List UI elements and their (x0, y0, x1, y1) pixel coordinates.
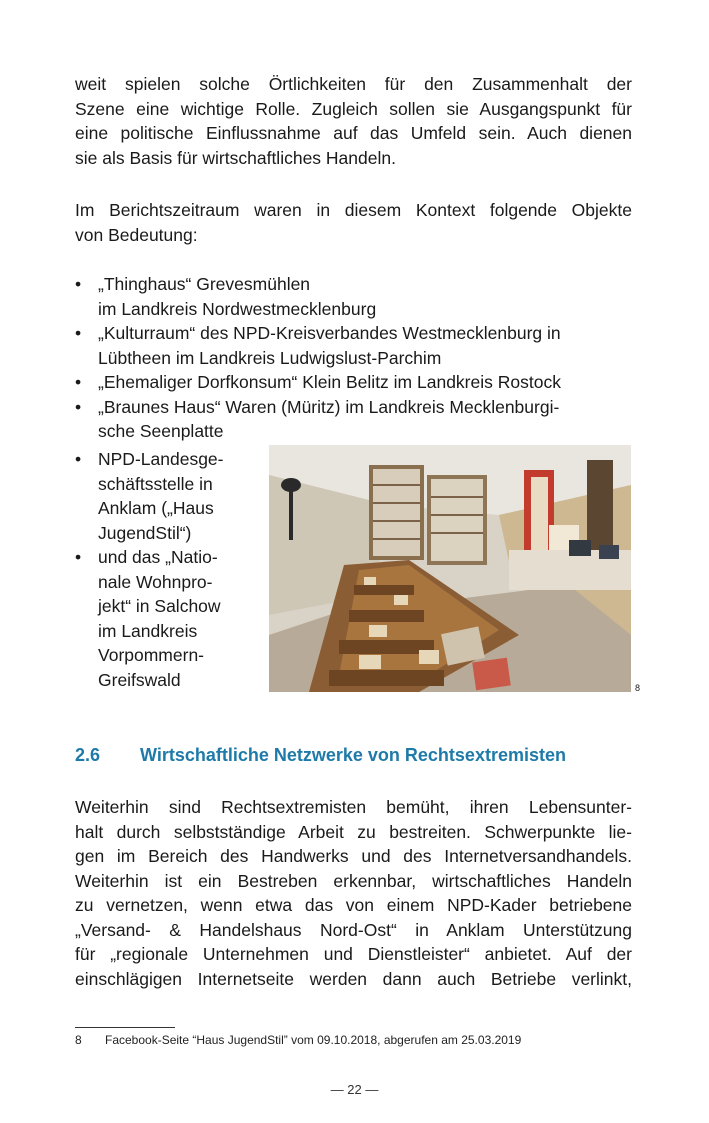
list-item (75, 395, 635, 444)
text-line: für „regionale Unternehmen und Dienstleister“ anbietet. Auf der (75, 944, 632, 964)
page-number: — 22 — (330, 1082, 379, 1097)
text-line: jekt“ in Salchow (98, 596, 221, 616)
text-line: einschlägigen Internetseite werden dann auch Betriebe verlinkt, (75, 968, 632, 989)
footnote (75, 1033, 521, 1047)
text-line: • „Kulturraum“ des NPD-Kreisverbandes Westmecklenburg in (98, 323, 561, 343)
text-line: schäftsstelle in (98, 473, 213, 494)
objects-list (75, 272, 635, 444)
text-line: • und das „Natio- (98, 547, 218, 567)
text-line: Vorpommern- (98, 645, 205, 665)
text-line: sche Seenplatte (98, 421, 224, 441)
book-room-photo (269, 445, 631, 692)
section-heading (75, 745, 566, 766)
text-line: von Bedeutung: (75, 224, 198, 245)
text-line: im Landkreis Nordwestmecklenburg (98, 298, 377, 319)
text-line: • NPD-Landesge- (98, 449, 224, 469)
text-line: Lübtheen im Landkreis Ludwigslust-Parchim (98, 347, 442, 368)
context-paragraph (75, 198, 632, 247)
footnote-text: Facebook-Seite “Haus JugendStil” vom 09.10.2018, abgerufen am 25.03.2019 (105, 1033, 522, 1047)
photo-footnote-mark: 8 (635, 683, 641, 693)
text-line: JugendStil“) (98, 522, 192, 543)
footnote-divider (75, 1027, 175, 1028)
text-line: • „Braunes Haus“ Waren (Müritz) im Landkreis Mecklenburgi- (98, 396, 560, 417)
text-line: im Landkreis (98, 620, 198, 641)
text-line: weit spielen solche Örtlichkeiten für den Zusammenhalt der (75, 74, 632, 94)
text-line: Im Berichtszeitraum waren in diesem Kontext folgende Objekte (75, 200, 632, 220)
text-line: Greifswald (98, 669, 181, 690)
text-line: nale Wohnpro- (98, 571, 213, 592)
text-line: eine politische Einflussnahme auf das Umfeld sein. Auch dienen (75, 123, 632, 143)
section-number: 2.6 (75, 745, 101, 765)
text-line: halt durch selbstständige Arbeit zu bestreiten. Schwerpunkte lie- (75, 821, 632, 842)
book-room-illustration (269, 445, 631, 692)
text-line: Szene eine wichtige Rolle. Zugleich sollen sie Ausgangspunkt für (75, 98, 632, 119)
list-item (75, 545, 260, 692)
list-item (75, 272, 635, 321)
text-line: gen im Bereich des Handwerks und des Internetversandhandels. (75, 846, 632, 866)
text-line: • „Thinghaus“ Grevesmühlen (98, 274, 311, 294)
text-line: Anklam („Haus (98, 498, 214, 518)
objects-list-continued (75, 447, 260, 692)
intro-paragraph (75, 72, 632, 170)
text-line: Weiterhin ist ein Bestreben erkennbar, wirtschaftliches Handeln (75, 870, 632, 891)
list-item (75, 321, 635, 370)
section-title: Wirtschaftliche Netzwerke von Rechtsextremisten (140, 745, 566, 765)
text-line: zu vernetzen, wenn etwa das von einem NPD-Kader betriebene (75, 895, 632, 915)
text-line: • „Ehemaliger Dorfkonsum“ Klein Belitz im Landkreis Rostock (98, 372, 561, 392)
text-line: Weiterhin sind Rechtsextremisten bemüht, ihren Lebensunter- (75, 797, 632, 817)
footnote-number: 8 (75, 1033, 82, 1047)
list-item (75, 447, 260, 545)
text-line: „Versand- & Handelshaus Nord-Ost“ in Anklam Unterstützung (75, 919, 632, 940)
body-paragraph (75, 795, 632, 991)
list-item (75, 370, 635, 395)
text-line: sie als Basis für wirtschaftliches Handeln. (75, 147, 396, 168)
